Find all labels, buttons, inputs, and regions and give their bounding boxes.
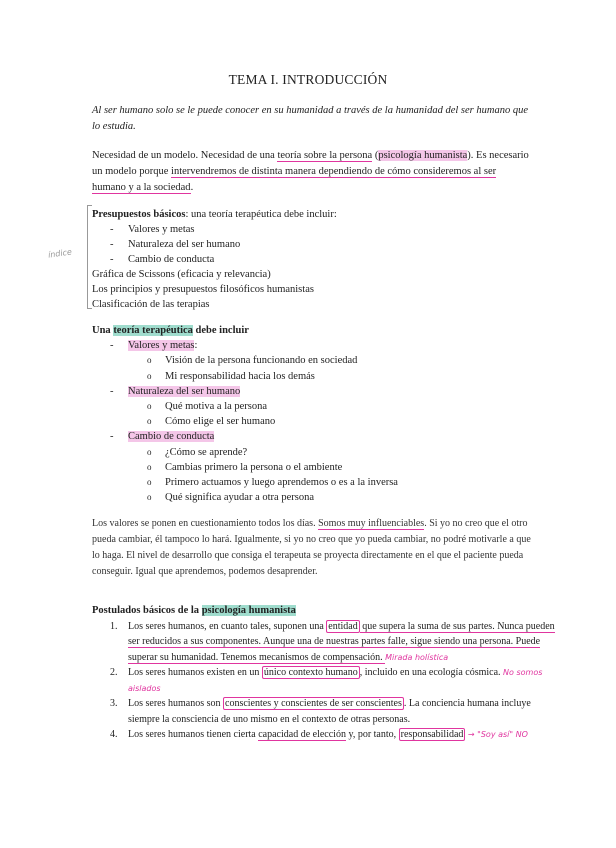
list-item	[92, 619, 562, 666]
therapy-sublist	[92, 399, 562, 429]
values-text-1: Los valores se ponen en cuestionamiento todos los días.	[92, 518, 319, 529]
section-label: Naturaleza del ser humano	[128, 385, 241, 397]
therapy-list	[92, 429, 562, 444]
postulates-heading-highlight: psicología humanista	[201, 605, 296, 616]
therapy-heading-text-3: debe incluir	[192, 325, 249, 336]
values-text-3: . Si yo no creo que el otro pueda cambiar, él tampoco lo hará. Igualmente, si yo no creo que yo pueda cambiar, no podré motivarle a que lo haga. El nivel de desarrollo que consiga el terapeuta se proyecta directamente en el que el paciente pueda conseguir. Igual que aprendemos, podemos desaprender.	[92, 518, 531, 577]
list-item: - Cambio de conducta	[92, 252, 562, 267]
list-item	[92, 429, 562, 444]
list-item: o ¿Cómo se aprende?	[92, 445, 562, 460]
list-item: o Mi responsabilidad hacia los demás	[92, 369, 562, 384]
list-item: o Cambias primero la persona o el ambiente	[92, 460, 562, 475]
therapy-heading-text-1: Una	[92, 325, 114, 336]
item-text: Los seres humanos son	[128, 698, 223, 709]
intro-underline-intervention: intervendremos de distinta manera dependiendo de cómo consideremos al ser humano y a la sociedad	[92, 166, 497, 193]
item-number: 4.	[110, 729, 118, 740]
list-item: - Valores y metas	[92, 222, 562, 237]
list-item: - Naturaleza del ser humano	[92, 237, 562, 252]
item-number: 2.	[110, 667, 118, 678]
item-underline: capacidad de elección	[258, 729, 346, 740]
epigraph-quote: Al ser humano solo se le puede conocer en su humanidad a través de la humanidad del ser humano que lo estudia.	[92, 105, 528, 132]
values-underline: Somos muy influenciables	[318, 518, 425, 529]
postulates-section	[92, 603, 562, 743]
item-boxed-term: conscientes y conscientes de ser conscientes	[225, 698, 402, 709]
list-item: o Primero actuamos y luego aprendemos o es a la inversa	[92, 475, 562, 490]
intro-text-7: .	[190, 182, 194, 193]
item-text: Los seres humanos existen en un	[128, 667, 262, 678]
postulates-list	[92, 619, 562, 743]
item-text: que supera la suma de sus partes. Nunca pueden ser reducidos a sus componentes. Aunque una de nuestras partes falle, sigue siendo una persona. Puede superar su humanidad. Tenemos mecanismos de compensación.	[128, 620, 555, 663]
index-line: Los principios y presupuestos filosóficos humanistas	[92, 284, 314, 295]
list-item	[92, 338, 562, 353]
index-line: Gráfica de Scissons (eficacia y relevancia)	[92, 269, 271, 280]
handwritten-note: Mirada holística	[385, 652, 449, 662]
therapy-heading-highlight: teoría terapéutica	[113, 325, 193, 336]
item-text: Los seres humanos tienen cierta	[128, 729, 259, 740]
page-title: TEMA I. INTRODUCCIÓN	[228, 72, 388, 87]
item-number: 3.	[110, 698, 118, 709]
list-item: o Qué significa ayudar a otra persona	[92, 490, 562, 505]
index-line: Clasificación de las terapias	[92, 299, 210, 310]
intro-text-1: Necesidad de un modelo. Necesidad de una	[92, 150, 278, 161]
item-number: 1.	[110, 620, 118, 632]
postulates-heading-text: Postulados básicos de la	[92, 605, 202, 616]
basic-assumptions-section	[92, 207, 562, 312]
list-item: o Visión de la persona funcionando en sociedad	[92, 353, 562, 368]
list-item	[92, 696, 562, 727]
values-paragraph	[92, 516, 532, 580]
basic-assumptions-list	[92, 222, 562, 267]
item-text: Los seres humanos, en cuanto tales, suponen una	[128, 620, 327, 632]
section-suffix: :	[194, 340, 198, 352]
basic-assumptions-heading	[92, 207, 562, 222]
intro-highlight-psychology: psicología humanista	[378, 150, 468, 161]
therapy-sublist	[92, 445, 562, 506]
margin-note-index: índice	[47, 247, 73, 260]
section-label: Cambio de conducta	[128, 431, 215, 443]
intro-text-5: ). Es necesario un modelo porque	[92, 150, 529, 177]
handwritten-note: No somos aislados	[128, 668, 543, 693]
therapy-list	[92, 338, 562, 353]
item-text: . La conciencia humana incluye siempre la consciencia de uno mismo en el contexto de otras personas.	[128, 698, 531, 725]
item-boxed-term: responsabilidad	[400, 729, 464, 740]
item-text: , incluido en una ecología cósmica.	[359, 667, 504, 678]
therapy-list	[92, 384, 562, 399]
intro-highlight-theory: teoría sobre la persona	[277, 150, 373, 161]
list-item	[92, 727, 562, 743]
item-text: y, por tanto,	[345, 729, 399, 740]
basic-assumptions-rest: : una teoría terapéutica debe incluir:	[185, 209, 337, 220]
therapy-sublist	[92, 353, 562, 383]
postulates-heading	[92, 603, 562, 619]
list-item	[92, 384, 562, 399]
section-label: Valores y metas	[128, 340, 195, 352]
item-boxed-term: único contexto humano	[263, 667, 358, 678]
therapy-theory-section	[92, 323, 562, 505]
list-item	[92, 665, 562, 696]
list-item: o Qué motiva a la persona	[92, 399, 562, 414]
intro-paragraph	[92, 148, 532, 196]
handwritten-note: → "Soy así" NO	[467, 730, 528, 739]
basic-assumptions-bold: Presupuestos básicos	[92, 209, 186, 220]
item-boxed-term: entidad	[328, 620, 358, 632]
list-item: o Cómo elige el ser humano	[92, 414, 562, 429]
intro-text-3: (	[372, 150, 379, 161]
therapy-theory-heading	[92, 323, 562, 338]
